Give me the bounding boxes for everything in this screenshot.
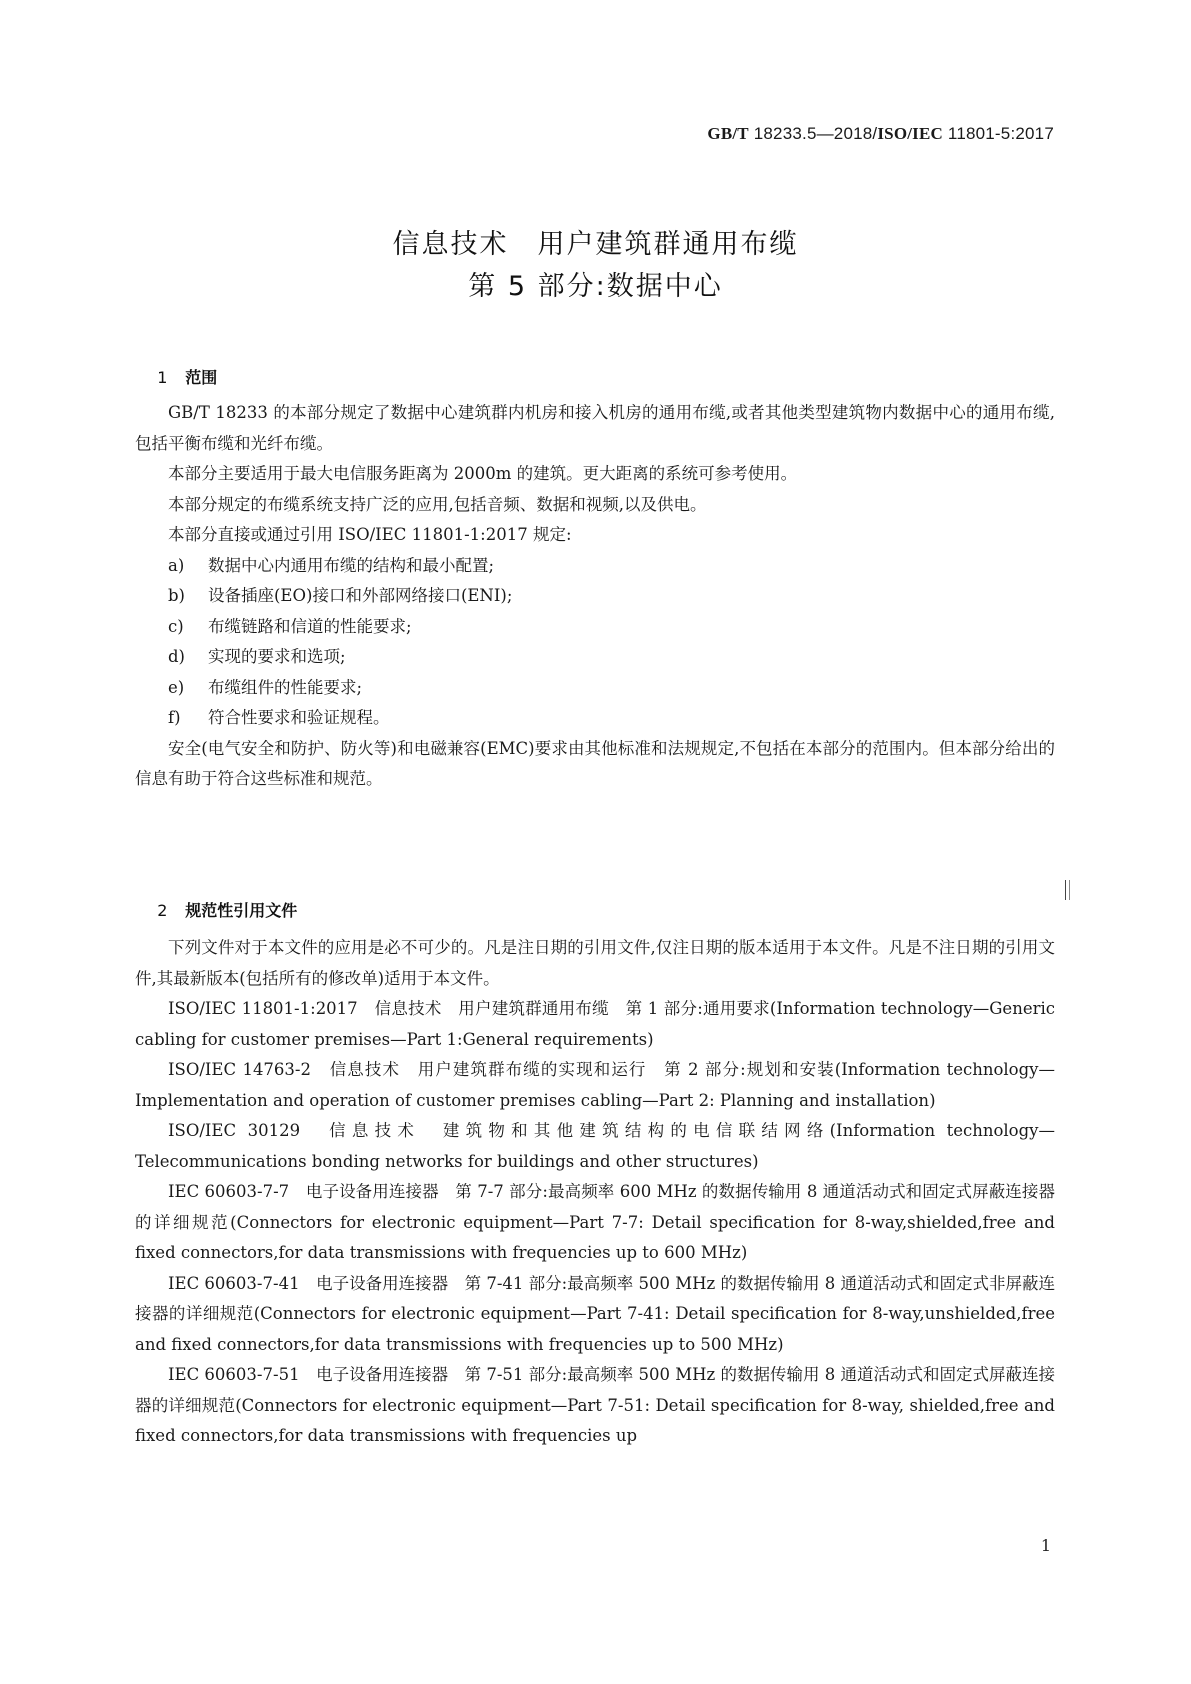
document-title	[0, 224, 1191, 308]
reference-item-6: IEC 60603-7-51 电子设备用连接器 第 7-51 部分:最高频率 500 MHz 的数据传输用 8 通道活动式和固定式屏蔽连接器的详细规范(Connectors for electronic equipment—Part 7-51: Detail specification for 8-way, shielded,free and fixed connectors,for data transmissions with frequencies up	[135, 1365, 1055, 1445]
list-marker: d)	[168, 647, 185, 666]
title-line-2: 第 5 部分:数据中心	[468, 271, 723, 302]
title-line-1: 信息技术 用户建筑群通用布缆	[392, 229, 799, 260]
reference-item-3: ISO/IEC 30129 信息技术 建筑物和其他建筑结构的电信联结网络(Information technology—Telecommunications bonding networks for buildings and other structures)	[135, 1121, 1055, 1171]
header-code-number: 18233.5—2018/	[748, 124, 878, 143]
page-number: 1	[1040, 1536, 1051, 1555]
change-bar-marker	[1065, 880, 1070, 900]
reference-item-5: IEC 60603-7-41 电子设备用连接器 第 7-41 部分:最高频率 500 MHz 的数据传输用 8 通道活动式和固定式非屏蔽连接器的详细规范(Connectors for electronic equipment—Part 7-41: Detail specification for 8-way,unshielded,free and fixed connectors,for data transmissions with frequencies up to 500 MHz)	[135, 1273, 1055, 1354]
list-text: 数据中心内通用布缆的结构和最小配置;	[208, 555, 495, 575]
section-1-body	[135, 398, 1055, 795]
list-marker: e)	[168, 677, 185, 697]
reference-item-2: ISO/IEC 14763-2 信息技术 用户建筑群布缆的实现和运行 第 2 部分:规划和安装(Information technology—Implementation and operation of customer premises cabling—Part 2: Planning and installation)	[135, 1060, 1055, 1110]
scope-list-item-c	[135, 612, 1055, 643]
reference-item-1: ISO/IEC 11801-1:2017 信息技术 用户建筑群通用布缆 第 1 部分:通用要求(Information technology—Generic cabling for customer premises—Part 1:General requirements)	[135, 999, 1055, 1049]
scope-list-item-a	[135, 551, 1055, 582]
scope-list-item-b	[135, 581, 1055, 612]
scope-list-item-f	[135, 703, 1055, 734]
header-code-gbt: GB/T	[707, 124, 749, 143]
list-text: 布缆链路和信道的性能要求;	[208, 616, 412, 636]
list-text: 设备插座(EO)接口和外部网络接口(ENI);	[208, 586, 513, 605]
header-code-isoiec: ISO/IEC	[877, 124, 943, 143]
list-text: 符合性要求和验证规程。	[208, 708, 390, 727]
list-text: 实现的要求和选项;	[208, 647, 346, 666]
section-2-heading	[135, 879, 297, 940]
scope-paragraph-4: 本部分直接或通过引用 ISO/IEC 11801-1:2017 规定:	[168, 525, 572, 544]
section-2-body	[135, 933, 1055, 1452]
normative-intro-paragraph: 下列文件对于本文件的应用是必不可少的。凡是注日期的引用文件,仅注日期的版本适用于本文件。凡是不注日期的引用文件,其最新版本(包括所有的修改单)适用于本文件。	[135, 938, 1055, 988]
scope-closing-paragraph: 安全(电气安全和防护、防火等)和电磁兼容(EMC)要求由其他标准和法规规定,不包括在本部分的范围内。但本部分给出的信息有助于符合这些标准和规范。	[135, 738, 1055, 788]
section-2-number: 2	[157, 901, 168, 920]
scope-paragraph-2: 本部分主要适用于最大电信服务距离为 2000m 的建筑。更大距离的系统可参考使用。	[168, 464, 798, 483]
section-1-title: 范围	[185, 368, 218, 387]
scope-list-item-e	[135, 673, 1055, 704]
scope-paragraph-3: 本部分规定的布缆系统支持广泛的应用,包括音频、数据和视频,以及供电。	[168, 494, 707, 514]
header-code-iso-number: 11801-5:2017	[943, 124, 1054, 143]
scope-list-item-d	[135, 642, 1055, 673]
scope-paragraph-1: GB/T 18233 的本部分规定了数据中心建筑群内机房和接入机房的通用布缆,或者其他类型建筑物内数据中心的通用布缆,包括平衡布缆和光纤布缆。	[135, 403, 1055, 453]
list-marker: a)	[168, 555, 185, 575]
section-2-title: 规范性引用文件	[185, 901, 298, 920]
standard-code-header	[707, 124, 1054, 144]
list-marker: c)	[168, 616, 184, 636]
reference-item-4: IEC 60603-7-7 电子设备用连接器 第 7-7 部分:最高频率 600 MHz 的数据传输用 8 通道活动式和固定式屏蔽连接器的详细规范(Connectors for electronic equipment—Part 7-7: Detail specification for 8-way,shielded,free and fixed connectors,for data transmissions with frequencies up to 600 MHz)	[135, 1182, 1055, 1262]
list-marker: b)	[168, 586, 185, 605]
list-marker: f)	[168, 708, 181, 727]
list-text: 布缆组件的性能要求;	[208, 677, 363, 697]
section-1-number: 1	[157, 368, 168, 387]
